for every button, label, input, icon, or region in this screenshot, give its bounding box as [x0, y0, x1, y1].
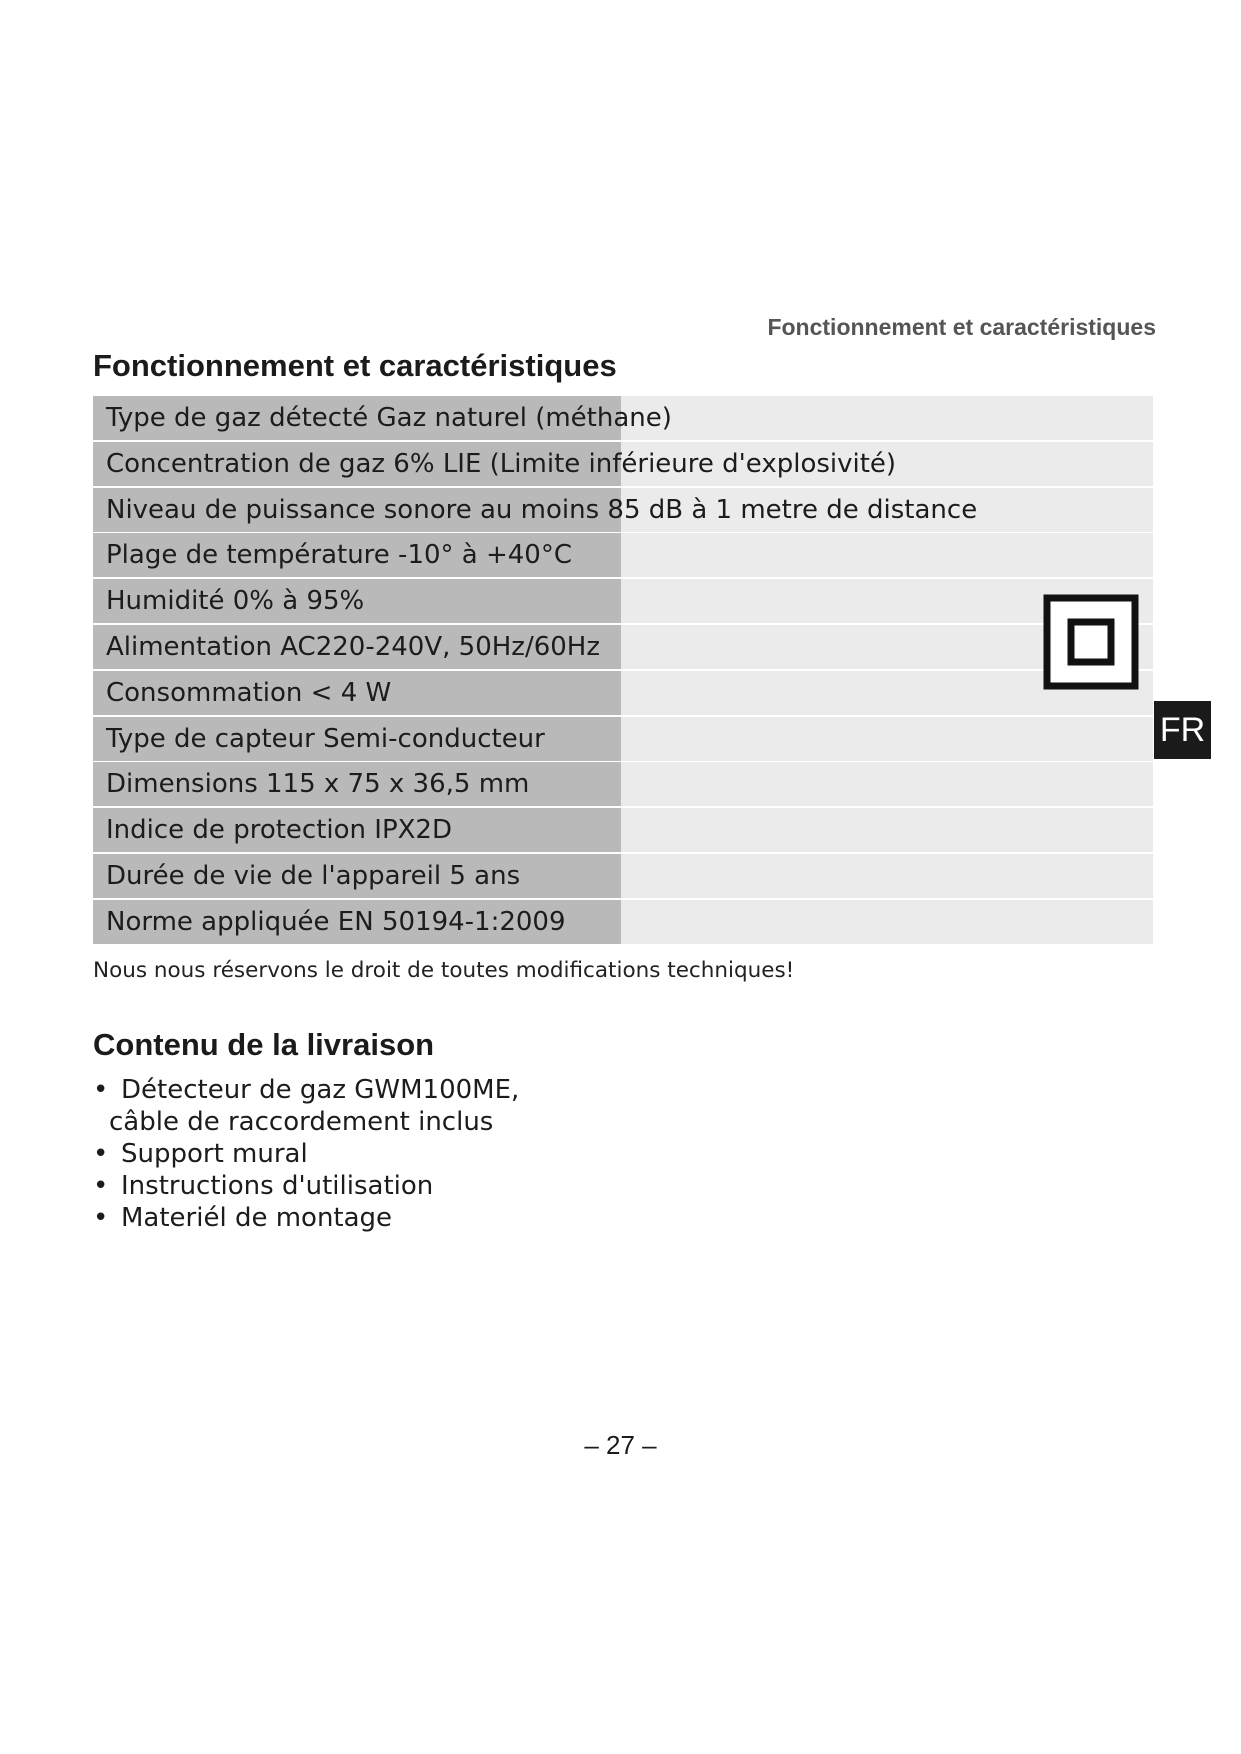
spec-row	[93, 579, 1153, 623]
spec-row-text: Humidité 0% à 95%	[106, 586, 365, 617]
spec-row	[93, 854, 1153, 898]
spec-row	[93, 671, 1153, 715]
spec-row-text: Durée de vie de l'appareil 5 ans	[106, 860, 521, 891]
spec-row	[93, 717, 1153, 761]
spec-row-text: Dimensions 115 x 75 x 36,5 mm	[106, 769, 530, 800]
spec-row-text: Niveau de puissance sonore au moins 85 dB à 1 metre de distance	[106, 494, 978, 525]
bullet: •	[93, 1203, 109, 1233]
running-header: Fonctionnement et caractéristiques	[767, 314, 1156, 340]
technical-changes-note: Nous nous réservons le droit de toutes modifications techniques!	[93, 958, 795, 983]
delivery-title: Contenu de la livraison	[93, 1027, 435, 1062]
spec-row	[93, 625, 1153, 669]
bullet: •	[93, 1075, 109, 1105]
spec-row-text: Indice de protection IPX2D	[106, 815, 452, 846]
list-item	[93, 1170, 519, 1202]
spec-row-text: Norme appliquée EN 50194-1:2009	[106, 906, 566, 937]
list-item	[93, 1202, 519, 1234]
list-item-text: Détecteur de gaz GWM100ME,	[121, 1075, 520, 1105]
list-item-text: Support mural	[121, 1139, 308, 1169]
list-item-text: Instructions d'utilisation	[121, 1171, 434, 1201]
spec-row	[93, 762, 1153, 806]
list-item	[93, 1138, 519, 1170]
spec-row	[93, 396, 1153, 440]
spec-row-text: Alimentation AC220-240V, 50Hz/60Hz	[106, 631, 600, 662]
bullet: •	[93, 1139, 109, 1169]
specs-title: Fonctionnement et caractéristiques	[93, 348, 617, 383]
spec-row-text: Type de capteur Semi-conducteur	[106, 723, 545, 754]
spec-row-text: Consommation < 4 W	[106, 677, 392, 708]
language-tab: FR	[1154, 701, 1211, 759]
spec-row	[93, 488, 1153, 532]
spec-row	[93, 900, 1153, 944]
class-ii-double-insulation-icon	[1043, 594, 1139, 690]
delivery-list	[93, 1074, 519, 1234]
page-number: – 27 –	[584, 1430, 657, 1460]
bullet: •	[93, 1171, 109, 1201]
spec-row-text: Type de gaz détecté Gaz naturel (méthane)	[106, 403, 672, 433]
list-item	[93, 1074, 519, 1138]
list-item-text: câble de raccordement inclus	[109, 1107, 494, 1137]
list-item-text: Materiél de montage	[121, 1203, 393, 1233]
spec-row	[93, 533, 1153, 577]
spec-row-text: Concentration de gaz 6% LIE (Limite inférieure d'explosivité)	[106, 448, 897, 479]
spec-row	[93, 808, 1153, 852]
spec-row-text: Plage de température -10° à +40°C	[106, 540, 573, 571]
spec-row	[93, 442, 1153, 486]
spec-table	[93, 396, 1153, 946]
